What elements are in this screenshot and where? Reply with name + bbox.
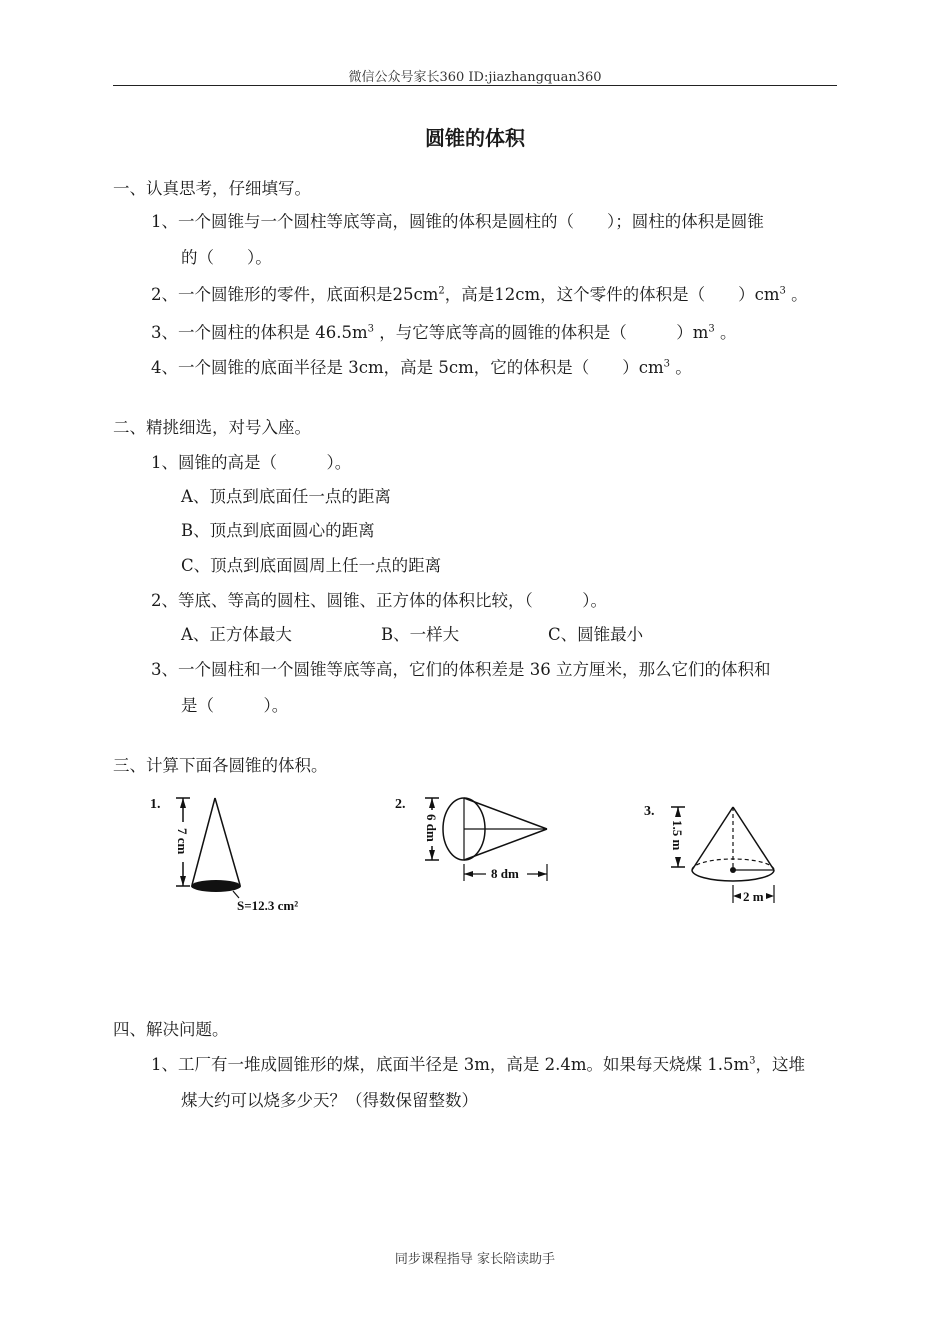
s1-q4 bbox=[151, 354, 692, 378]
s1-q2-post: ，这个零件的体积是（ ） bbox=[540, 285, 755, 304]
page-header: 微信公众号家长360 ID:jiazhangquan360 bbox=[348, 70, 602, 85]
fig3-center-dot bbox=[730, 867, 736, 873]
fig3-r-arrow-right bbox=[766, 893, 774, 899]
fig2-dim-arrow-bottom bbox=[429, 850, 435, 860]
s2-q2-option-c: C、圆锥最小 bbox=[548, 625, 644, 644]
s2-q2-option-a: A、正方体最大 bbox=[181, 625, 292, 644]
s1-q4-unit: cm bbox=[638, 358, 664, 377]
s1-q2-area: 25cm bbox=[392, 285, 439, 304]
fig2-dim-arrow-top bbox=[429, 798, 435, 808]
s1-q3-exp2: 3 bbox=[708, 323, 715, 335]
fig1-area-leader bbox=[233, 891, 239, 898]
fig3-number: 3. bbox=[644, 804, 655, 819]
fig3-radius-label: 2 m bbox=[743, 889, 764, 904]
fig2-diameter-label: 6 dm bbox=[424, 814, 439, 842]
section-2-heading: 二、精挑细选，对号入座。 bbox=[113, 418, 311, 437]
fig2-length-label: 8 dm bbox=[491, 866, 519, 881]
fig2-number: 2. bbox=[395, 797, 406, 812]
s1-q1-line1: 1、一个圆锥与一个圆柱等底等高，圆锥的体积是圆柱的（ ）；圆柱的体积是圆锥 bbox=[151, 212, 764, 231]
s4-q1-post: ，这堆 bbox=[755, 1055, 806, 1074]
s4-q1-pre: 1、工厂有一堆成圆锥形的煤，底面半径是 3m，高是 2.4m。如果每天烧煤 1.5m bbox=[151, 1055, 750, 1074]
section-1-heading: 一、认真思考，仔细填写。 bbox=[113, 179, 311, 198]
s1-q1-line2: 的（ ）。 bbox=[181, 248, 272, 267]
s4-q1-line1 bbox=[151, 1051, 805, 1075]
s1-q4-pre: 4、一个圆锥的底面半径是 3cm，高是 5cm，它的体积是（ ） bbox=[151, 358, 639, 377]
fig3-height-arrow-top bbox=[675, 807, 681, 817]
fig3-r-arrow-left bbox=[733, 893, 741, 899]
s1-q2 bbox=[151, 281, 808, 305]
s2-q2: 2、等底、等高的圆柱、圆锥、正方体的体积比较，（ ）。 bbox=[151, 591, 607, 610]
s2-q2-option-b: B、一样大 bbox=[381, 625, 460, 644]
s1-q2-exp: 2 bbox=[438, 285, 445, 297]
s1-q3-end: 。 bbox=[714, 323, 737, 342]
s1-q3-post: ，与它等底等高的圆锥的体积是（ ）m bbox=[374, 323, 709, 342]
s4-q1-exp: 3 bbox=[749, 1055, 756, 1067]
s4-q1-line2: 煤大约可以烧多少天？（得数保留整数） bbox=[181, 1091, 478, 1110]
s1-q2-pre: 2、一个圆锥形的零件，底面积是 bbox=[151, 285, 393, 304]
s1-q2-end: 。 bbox=[785, 285, 808, 304]
s1-q3 bbox=[151, 319, 737, 343]
figure-1-cone bbox=[145, 788, 320, 918]
fig1-height-label: 7 cm bbox=[175, 828, 190, 855]
page-title: 圆锥的体积 bbox=[425, 126, 525, 150]
fig2-len-arrow-left bbox=[464, 871, 473, 877]
fig3-height-label: 1.5 m bbox=[670, 820, 685, 851]
s2-q1-option-b: B、顶点到底面圆心的距离 bbox=[181, 521, 375, 540]
header-rule bbox=[113, 85, 837, 86]
page-footer: 同步课程指导 家长陪读助手 bbox=[394, 1252, 556, 1267]
figure-3-cone bbox=[640, 795, 800, 913]
fig1-cone-base bbox=[191, 880, 241, 892]
s2-q1-option-a: A、顶点到底面任一点的距离 bbox=[181, 487, 391, 506]
s1-q2-unit: cm bbox=[754, 285, 780, 304]
fig3-height-arrow-bottom bbox=[675, 857, 681, 867]
figure-2-cone bbox=[390, 788, 580, 898]
s1-q2-height: 12cm bbox=[494, 285, 541, 304]
fig1-cone-left bbox=[192, 798, 215, 885]
fig1-number: 1. bbox=[150, 797, 161, 812]
fig2-cone-top bbox=[464, 798, 547, 829]
s2-q3-line2: 是（ ）。 bbox=[181, 696, 289, 715]
s2-q1: 1、圆锥的高是（ ）。 bbox=[151, 453, 352, 472]
s2-q1-option-c: C、顶点到底面圆周上任一点的距离 bbox=[181, 556, 442, 575]
s1-q2-unit-exp: 3 bbox=[779, 285, 786, 297]
fig1-height-arrow-bottom bbox=[180, 876, 186, 886]
s1-q2-mid: ，高是 bbox=[444, 285, 495, 304]
section-3-heading: 三、计算下面各圆锥的体积。 bbox=[113, 756, 328, 775]
s1-q3-pre: 3、一个圆柱的体积是 46.5m bbox=[151, 323, 368, 342]
s1-q3-exp1: 3 bbox=[367, 323, 375, 335]
section-4-heading: 四、解决问题。 bbox=[113, 1020, 229, 1039]
s2-q3-line1: 3、一个圆柱和一个圆锥等底等高，它们的体积差是 36 立方厘米，那么它们的体积和 bbox=[151, 660, 771, 679]
fig1-height-arrow-top bbox=[180, 798, 186, 808]
fig2-len-arrow-right bbox=[538, 871, 547, 877]
fig1-cone-right bbox=[215, 798, 240, 885]
s1-q4-exp: 3 bbox=[663, 358, 671, 370]
s1-q4-end: 。 bbox=[670, 358, 692, 377]
fig2-cone-bottom bbox=[464, 829, 547, 860]
fig1-area-label: S=12.3 cm² bbox=[237, 898, 299, 913]
